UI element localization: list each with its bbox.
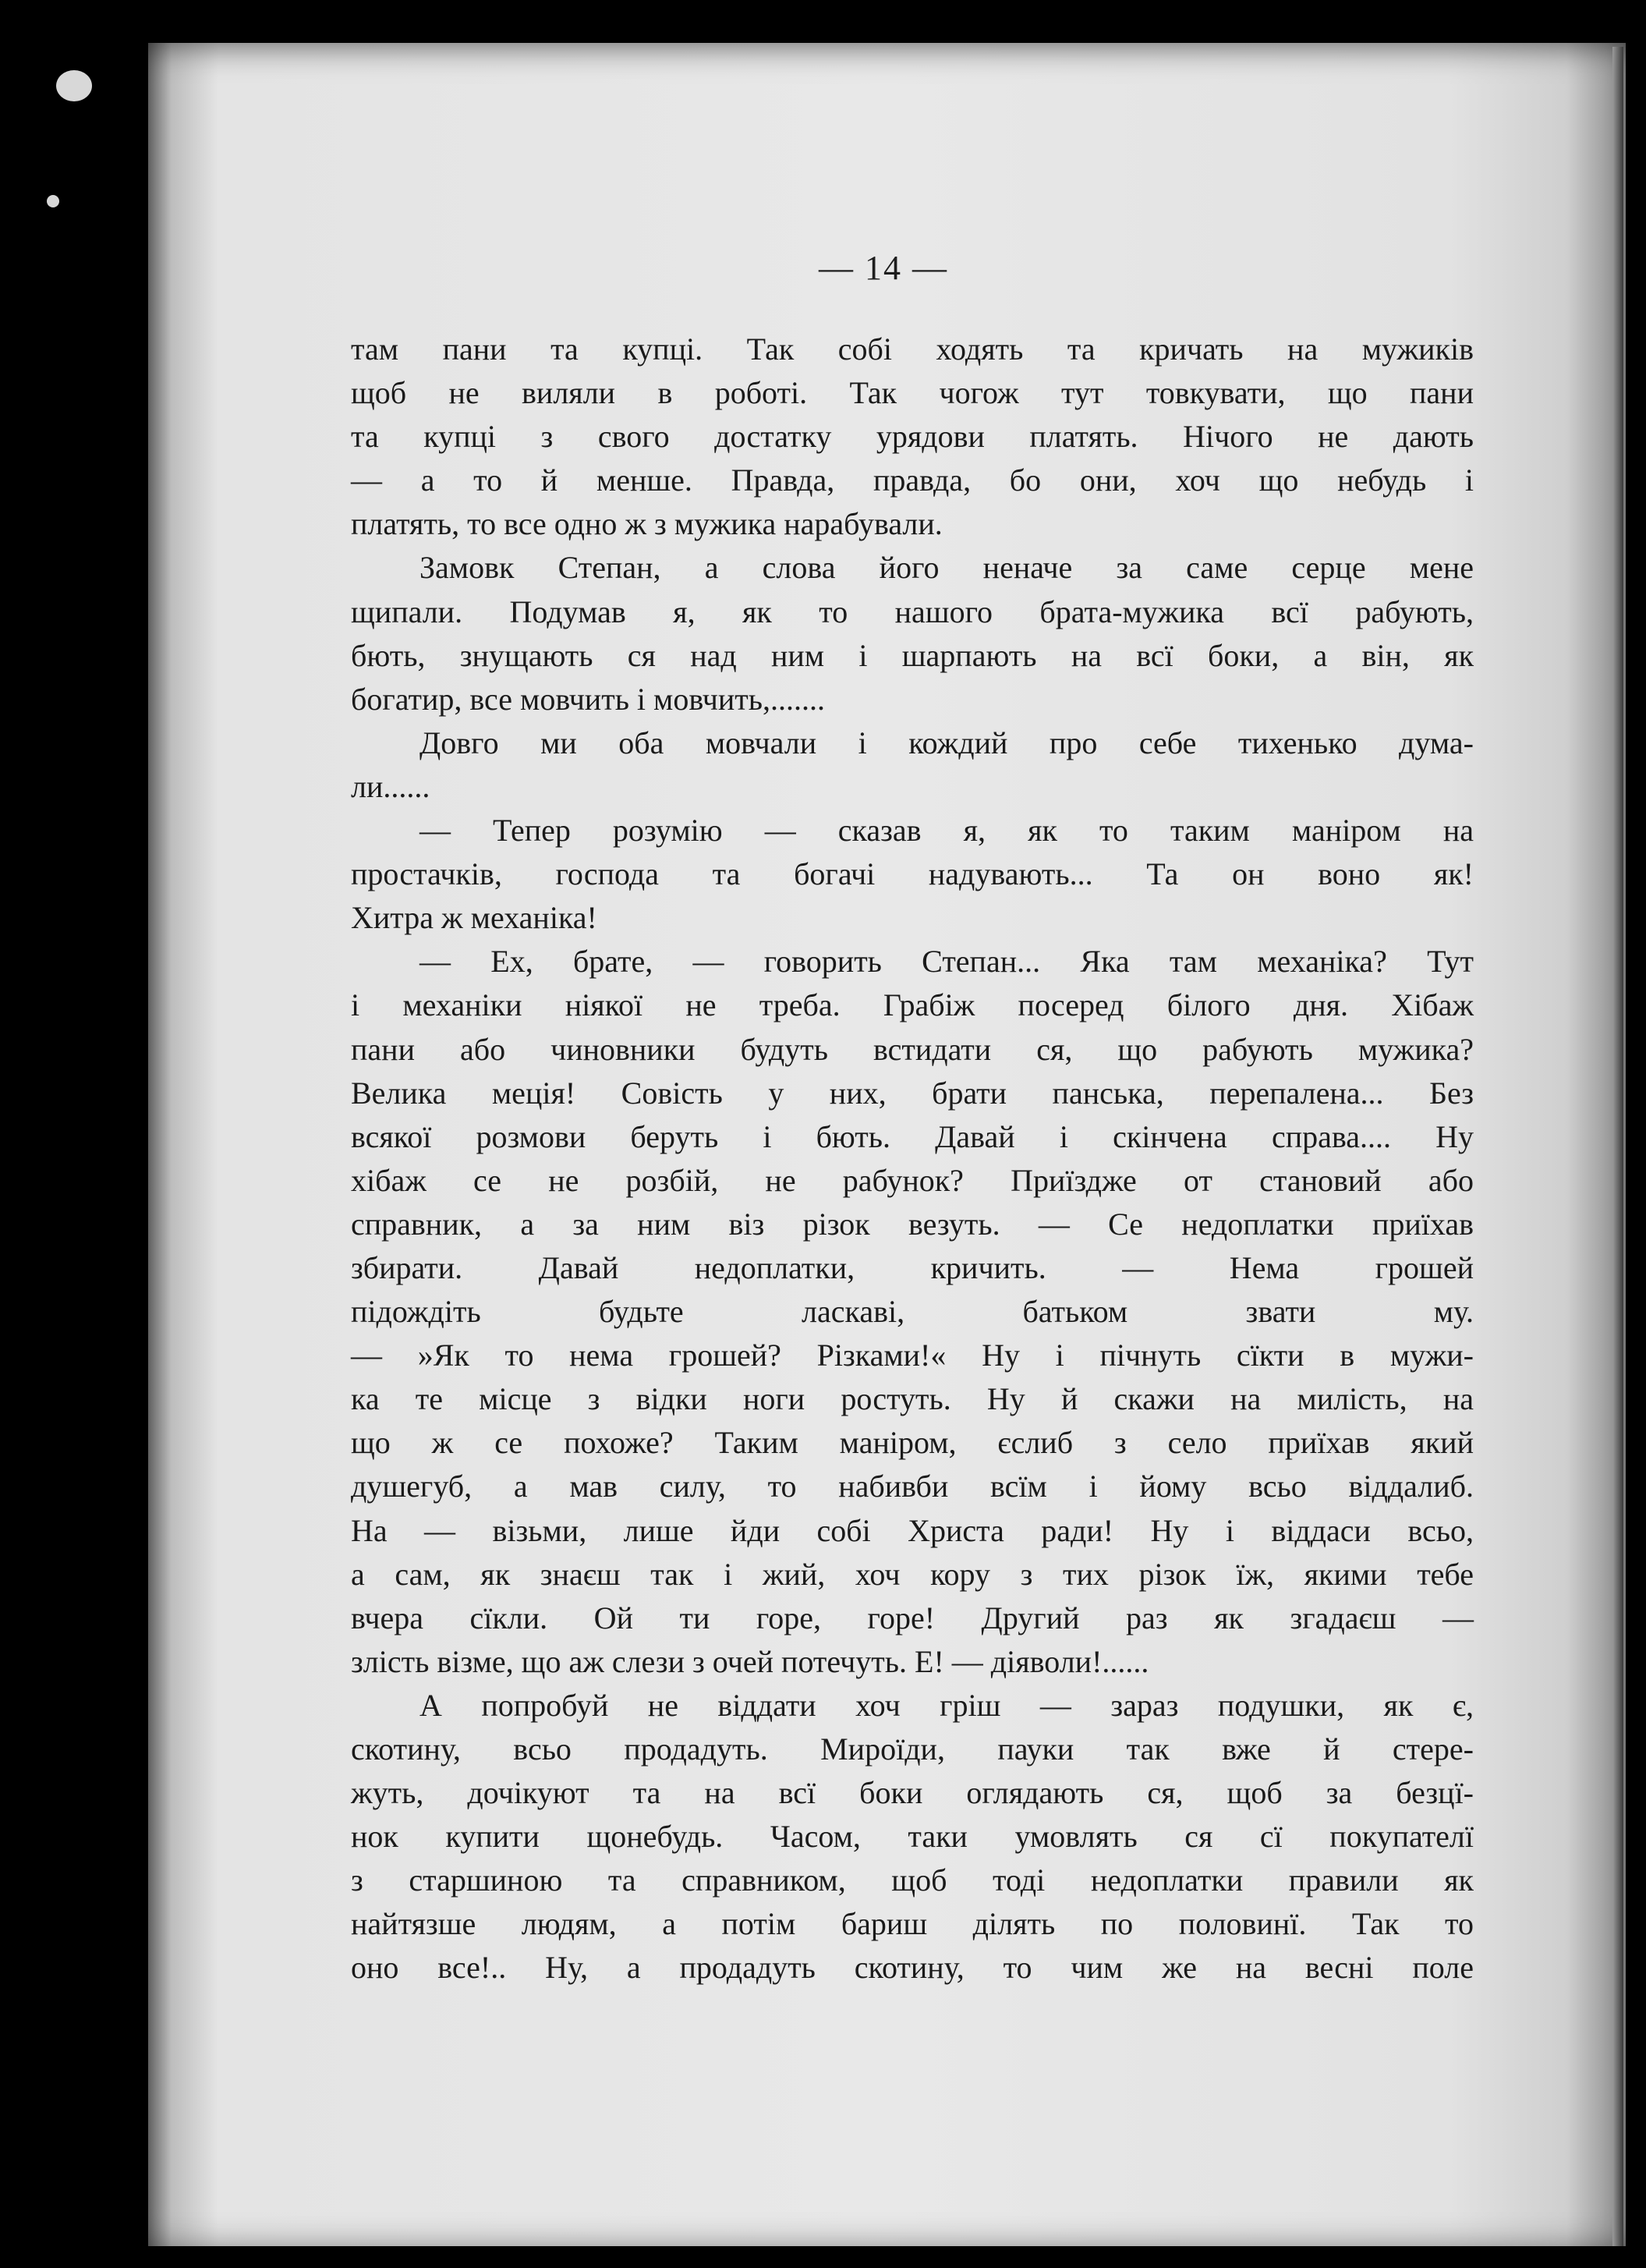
- text-line: бють, знущають ся над ним і шарпають на всї боки, а він, як: [351, 637, 1474, 673]
- text-line: богатир, все мовчить і мовчить,.......: [351, 681, 825, 717]
- text-line: збирати. Давай недоплатки, кричить. — Нема грошей: [351, 1249, 1474, 1285]
- text-line: злість візме, що аж слези з очей потечуть. Е! — діяволи!......: [351, 1643, 1149, 1679]
- text-line: хібаж се не розбій, не рабунок? Приїздже от становий або: [351, 1162, 1474, 1198]
- text-line: найтязше людям, а потім бариш ділять по половинї. Так то: [351, 1906, 1474, 1942]
- text-line: що ж се похоже? Таким маніром, єслиб з село приїхав який: [351, 1425, 1474, 1461]
- scan-speck: [47, 195, 59, 207]
- text-line: вчера сїкли. Ой ти горе, горе! Другий раз як згадаєш —: [351, 1600, 1474, 1635]
- text-line: та купці з свого достатку урядови платять. Нічого не дають: [351, 419, 1474, 455]
- text-line: а сам, як знаєш так і жий, хоч кору з тих різок їж, якими тебе: [351, 1556, 1474, 1592]
- text-line: щипали. Подумав я, як то нашого брата-мужика всї рабують,: [351, 594, 1474, 629]
- text-line: пани або чиновники будуть встидати ся, що рабують мужика?: [351, 1031, 1474, 1067]
- text-line: А попробуй не віддати хоч гріш — зараз подушки, як є,: [419, 1687, 1474, 1723]
- page-body-text: [351, 328, 1474, 1990]
- text-line: На — візьми, лише йди собі Христа ради! Ну і віддаси всьо,: [351, 1512, 1474, 1548]
- text-line: з старшиною та справником, щоб тоді недоплатки правили як: [351, 1862, 1474, 1898]
- text-line: жуть, дочікуют та на всї боки оглядають ся, щоб за безцї-: [351, 1775, 1474, 1811]
- text-line: там пани та купці. Так собі ходять та кричать на мужиків: [351, 331, 1474, 367]
- text-line: ка те місце з відки ноги ростуть. Ну й скажи на милість, на: [351, 1381, 1474, 1417]
- text-line: всякої розмови беруть і бють. Давай і скінчена справа.... Ну: [351, 1118, 1474, 1154]
- text-line: щоб не виляли в роботі. Так чогож тут товкувати, що пани: [351, 375, 1474, 411]
- text-line: оно все!.. Ну, а продадуть скотину, то чим же на весні поле: [351, 1950, 1474, 1986]
- text-line: — а то й менше. Правда, правда, бо они, хоч що небудь і: [351, 462, 1474, 498]
- page-edge: [1612, 47, 1623, 2246]
- text-line: Хитра ж механіка!: [351, 900, 597, 936]
- text-line: простачків, господа та богачі надувають... Та он воно як!: [351, 856, 1474, 892]
- text-line: справник, а за ним віз різок везуть. — Се недоплатки приїхав: [351, 1206, 1474, 1242]
- page-number: — 14 —: [819, 249, 948, 287]
- text-line: душегуб, а мав силу, то набивби всїм і йому всьо віддалиб.: [351, 1469, 1474, 1504]
- text-line: платять, то все одно ж з мужика нарабували.: [351, 506, 943, 542]
- text-line: підождіть будьте ласкаві, батьком звати му.: [351, 1294, 1474, 1330]
- text-line: і механіки ніякої не треба. Грабіж посеред білого дня. Хібаж: [351, 987, 1474, 1023]
- text-line: Велика меція! Совість у них, брати панська, перепалена... Без: [351, 1075, 1474, 1111]
- text-line: Замовк Степан, а слова його неначе за саме серце мене: [419, 550, 1474, 586]
- text-line: — Ех, брате, — говорить Степан... Яка там механіка? Тут: [419, 944, 1474, 980]
- text-line: нок купити щонебудь. Часом, таки умовлять ся сї покупателї: [351, 1819, 1474, 1855]
- text-line: ли......: [351, 768, 430, 804]
- text-line: скотину, всьо продадуть. Мироїди, пауки так вже й стере-: [351, 1731, 1474, 1767]
- text-line: — Тепер розумію — сказав я, як то таким маніром на: [419, 813, 1474, 849]
- text-line: Довго ми оба мовчали і кождий про себе тихенько дума-: [419, 725, 1474, 760]
- text-line: — »Як то нема грошей? Різками!« Ну і пічнуть сїкти в мужи-: [351, 1338, 1474, 1373]
- scan-speck: [56, 70, 92, 101]
